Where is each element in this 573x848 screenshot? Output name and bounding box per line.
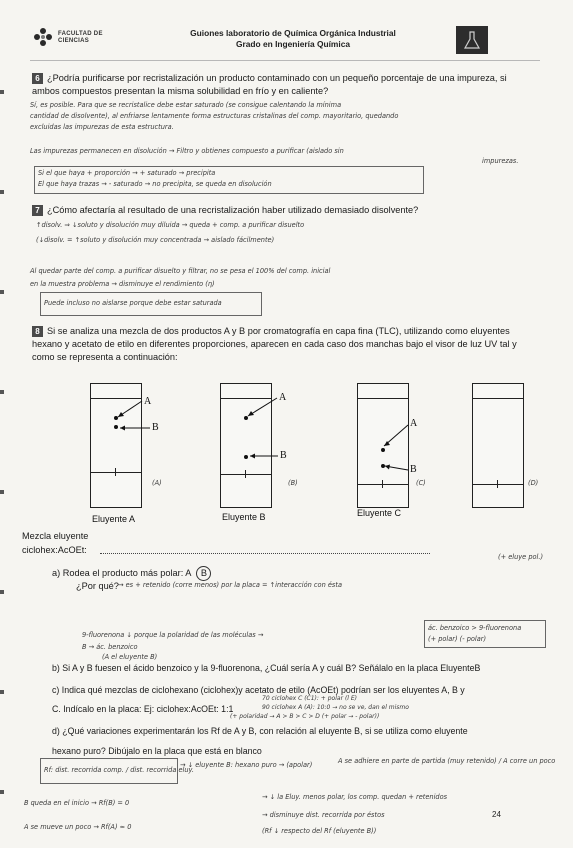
qd-hw-2: → ↓ eluyente B: hexano puro → (apolar): [180, 761, 313, 769]
q6-answer-line4: Las impurezas permanecen en disolución → Filtro y obtienes compuesto a purificar (aislado sin: [30, 147, 344, 155]
plate-b-spot-a: [244, 416, 248, 420]
qd-hw-4: → ↓ la Eluy. menos polar, los comp. quedan + retenidos: [262, 793, 448, 801]
logo-text-line1: FACULTAD DE: [58, 31, 103, 37]
question-d: d) ¿Qué variaciones experimentarán los Rf de A y B, con relación al eluyente B, si se utiliza como eluyente: [52, 726, 468, 736]
plate-b-caption: Eluyente B: [222, 512, 266, 522]
mezcla-eluyente-label: Mezcla eluyente: [22, 531, 89, 541]
q6-answer-line5: impurezas.: [482, 157, 519, 165]
circled-answer-b: B: [196, 566, 211, 581]
plate-a-spot-a: [114, 416, 118, 420]
mezcla-dotted-line: [100, 553, 430, 554]
document-title: [178, 28, 408, 50]
plate-d-handwritten: (D): [528, 479, 539, 487]
q7-answer-line1: ↑disolv. ⇒ ↓soluto y disolución muy diluida → queda + comp. a purificar disuelto: [36, 221, 305, 229]
q6-answer-line3: excluidas las impurezas de esta estructura.: [30, 123, 174, 131]
lab-image: [456, 26, 488, 54]
plate-b-handwritten: (B): [288, 479, 298, 487]
question-7: [32, 204, 524, 217]
q6-answer-line6: Si el que haya + proporción → + saturado → precipita: [38, 169, 216, 177]
logo-text-line2: CIENCIAS: [58, 38, 90, 44]
qa-hw-polarity: ác. benzoico > 9-fluorenona: [428, 624, 522, 632]
q7-answer-line2: (↓disolv. = ↑soluto y disolución muy concentrada → aislado fácilmente): [36, 236, 275, 244]
qd-hw-8: A se mueve un poco → Rf(A) ≈ 0: [24, 823, 132, 831]
title-line1: Guiones laboratorio de Química Orgánica Industrial: [190, 28, 396, 38]
binding-dot: [0, 590, 4, 594]
binding-dot: [0, 490, 4, 494]
question-c-line2: C. Indícalo en la placa: Ej: ciclohex:AcOEt: 1:1: [52, 704, 234, 714]
binding-dot: [0, 290, 4, 294]
plate-a-spot-b: [114, 425, 118, 429]
page-header: [30, 22, 540, 60]
plate-c-handwritten: (C): [416, 479, 426, 487]
title-line2: Grado en Ingeniería Química: [235, 39, 351, 49]
qc-hw-1: 70 ciclohex C (C1): + polar (l E): [262, 695, 357, 702]
qd-hw-7: B queda en el inicio → Rf(B) = 0: [24, 799, 130, 807]
ciclohex-acoet-label: ciclohex:AcOEt:: [22, 545, 87, 555]
binding-dot: [0, 390, 4, 394]
binding-dot: [0, 690, 4, 694]
question-8: [32, 325, 524, 364]
q6-answer-line1: Sí, es posible. Para que se recristalice debe estar saturado (se consigue calentando la mínima: [30, 101, 342, 109]
question-7-number: 7: [32, 205, 43, 216]
plate-a-label-b: B: [152, 422, 159, 433]
plate-c-label-b: B: [410, 464, 417, 475]
question-6-number: 6: [32, 73, 43, 84]
plate-a-label-a: A: [144, 396, 152, 407]
plate-b-label-a: A: [279, 392, 287, 403]
faculty-logo: [30, 22, 120, 52]
question-a-answer: → es + retenido (corre menos) por la placa = ↑interacción con ésta: [118, 581, 342, 589]
page-number: 24: [492, 810, 501, 819]
qa-hw-eluyente: (A el eluyente B): [102, 653, 158, 661]
tlc-plate-b: [220, 383, 272, 508]
question-b: b) Si A y B fuesen el ácido benzoico y la 9-fluorenona, ¿Cuál sería A y cuál B? Señálalo en la placa EluyenteB: [52, 663, 481, 673]
binding-dot: [0, 790, 4, 794]
faculty-logo-icon: [32, 26, 54, 48]
binding-dot: [0, 90, 4, 94]
tlc-plate-a: [90, 383, 142, 508]
q7-answer-line4: en la muestra problema → disminuye el rendimiento (η): [30, 280, 215, 288]
question-a-text: a) Rodea el producto más polar: A: [52, 568, 191, 578]
lab-flask-icon: [456, 26, 488, 54]
mezcla-handwritten: (+ eluye pol.): [498, 553, 544, 561]
question-7-text: ¿Cómo afectaría al resultado de una recristalización haber utilizado demasiado disolvente?: [47, 205, 419, 215]
plate-a-handwritten: (A): [152, 479, 162, 487]
tlc-plate-blank: [472, 383, 524, 508]
question-a: [52, 566, 211, 581]
question-6: [32, 72, 524, 98]
binding-dot: [0, 190, 4, 194]
q6-answer-line7: El que haya trazas → - saturado → no precipita, se queda en disolución: [38, 180, 272, 188]
question-6-text: ¿Podría purificarse por recristalización un producto contaminado con un pequeño porcentaje de una impureza, si ambos compuestos presentan la misma solubilidad en frío y en caliente?: [32, 73, 507, 96]
q7-answer-line3: Al quedar parte del comp. a purificar disuelto y filtrar, no se pesa el 100% del comp. inicial: [30, 267, 331, 275]
qd-rf-formula: Rf: dist. recorrida comp. / dist. recorrida eluy.: [44, 766, 195, 774]
qd-hw-6: (Rf ↓ respecto del Rf (eluyente B)): [262, 827, 377, 835]
tlc-plate-c: [357, 383, 409, 508]
plate-b-spot-b: [244, 455, 248, 459]
question-c: c) Indica qué mezclas de ciclohexano (ciclohex)y acetato de etilo (AcOEt) podrían ser los eluyentes A, B y: [52, 685, 465, 695]
question-8-text: Si se analiza una mezcla de dos productos A y B por cromatografía en capa fina (TLC), utilizando como eluyentes hexano y acetato de etilo en diferentes proporciones, aparecen en cada caso dos manchas bajo el visor de luz UV tal y como se representa a continuación:: [32, 326, 517, 362]
plate-c-caption: Eluyente C: [357, 508, 402, 518]
plate-c-spot-a: [381, 448, 385, 452]
q7-answer-line5: Puede incluso no aislarse porque debe estar saturada: [44, 299, 222, 307]
qa-hw-benzoico: B → ác. benzoico: [82, 643, 138, 651]
question-d-line2: hexano puro? Dibújalo en la placa que está en blanco: [52, 746, 262, 756]
q6-answer-line2: cantidad de disolvente), al enfriarse lentamente forma estructuras cristalinas del comp. mayoritario, quedando: [30, 112, 399, 120]
qa-hw-polarity-sub: (+ polar) (- polar): [428, 635, 487, 643]
qa-hw-fluorenona: 9-fluorenona ↓ porque la polaridad de las moléculas →: [82, 631, 264, 639]
plate-c-spot-b: [381, 464, 385, 468]
qc-hw-2: 90 ciclohex A (A): 10:0 → no se ve, dan el mismo: [262, 704, 409, 711]
header-divider: [30, 60, 540, 61]
qd-hw-5: → disminuye dist. recorrida por éstos: [262, 811, 385, 819]
question-8-number: 8: [32, 326, 43, 337]
plate-b-label-b: B: [280, 450, 287, 461]
plate-c-label-a: A: [410, 418, 418, 429]
qc-hw-3: (+ polaridad → A > B > C > D (+ polar → - polar)): [230, 713, 380, 720]
qd-hw-3: A se adhiere en parte de partida (muy retenido) / A corre un poco: [338, 757, 556, 765]
question-a-why: ¿Por qué?: [76, 581, 119, 591]
plate-a-caption: Eluyente A: [92, 514, 136, 524]
